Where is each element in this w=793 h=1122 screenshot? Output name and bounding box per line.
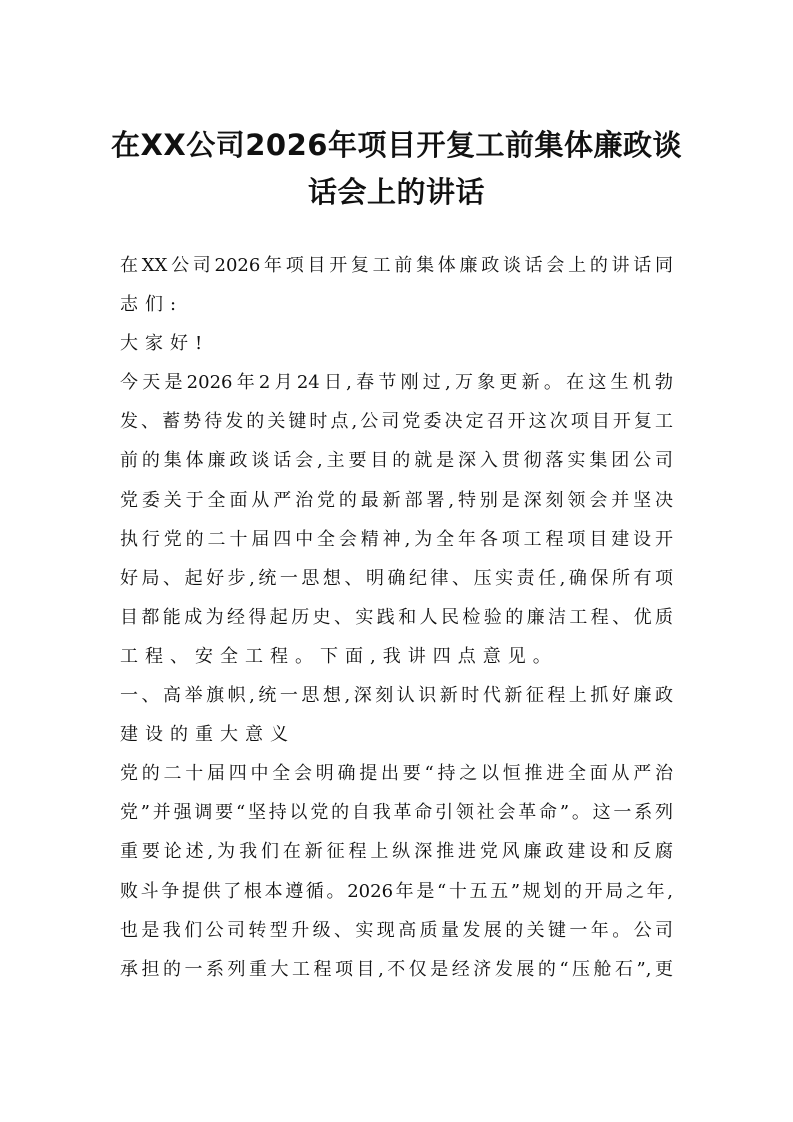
body-line: 在XX公司2026年项目开复工前集体廉政谈话会上的讲话同 bbox=[120, 255, 673, 276]
body-line: 党”并强调要“坚持以党的自我革命引领社会革命”。这一系列 bbox=[120, 802, 673, 824]
title-line: 话会上的讲话 bbox=[307, 175, 485, 209]
body-line: 目都能成为经得起历史、实践和人民检验的廉洁工程、优质 bbox=[120, 606, 673, 628]
body-line: 今天是2026年2月24日,春节刚过,万象更新。在这生机勃 bbox=[120, 372, 673, 394]
body-line: 党委关于全面从严治党的最新部署,特别是深刻领会并坚决 bbox=[120, 489, 673, 511]
body-line: 建设的重大意义 bbox=[120, 724, 295, 746]
body-line: 志们: bbox=[120, 294, 184, 316]
body-line: 一、高举旗帜,统一思想,深刻认识新时代新征程上抓好廉政 bbox=[120, 685, 673, 707]
body-line: 前的集体廉政谈话会,主要目的就是深入贯彻落实集团公司 bbox=[120, 450, 673, 472]
document-title bbox=[110, 122, 683, 216]
body-line: 败斗争提供了根本遵循。2026年是“十五五”规划的开局之年, bbox=[120, 880, 673, 902]
title-line: 在XX公司2026年项目开复工前集体廉政谈 bbox=[111, 128, 682, 162]
body-line: 重要论述,为我们在新征程上纵深推进党风廉政建设和反腐 bbox=[120, 841, 673, 863]
body-line: 执行党的二十届四中全会精神,为全年各项工程项目建设开 bbox=[120, 528, 673, 550]
document-body bbox=[120, 246, 673, 989]
body-line: 大家好! bbox=[120, 333, 210, 355]
body-line: 也是我们公司转型升级、实现高质量发展的关键一年。公司 bbox=[120, 919, 673, 941]
body-line: 党的二十届四中全会明确提出要“持之以恒推进全面从严治 bbox=[120, 763, 673, 785]
body-line: 好局、起好步,统一思想、明确纪律、压实责任,确保所有项 bbox=[120, 567, 673, 589]
body-line: 发、蓄势待发的关键时点,公司党委决定召开这次项目开复工 bbox=[120, 411, 673, 433]
body-line: 承担的一系列重大工程项目,不仅是经济发展的“压舱石”,更 bbox=[120, 958, 673, 980]
body-line: 工程、安全工程。下面,我讲四点意见。 bbox=[120, 645, 558, 667]
